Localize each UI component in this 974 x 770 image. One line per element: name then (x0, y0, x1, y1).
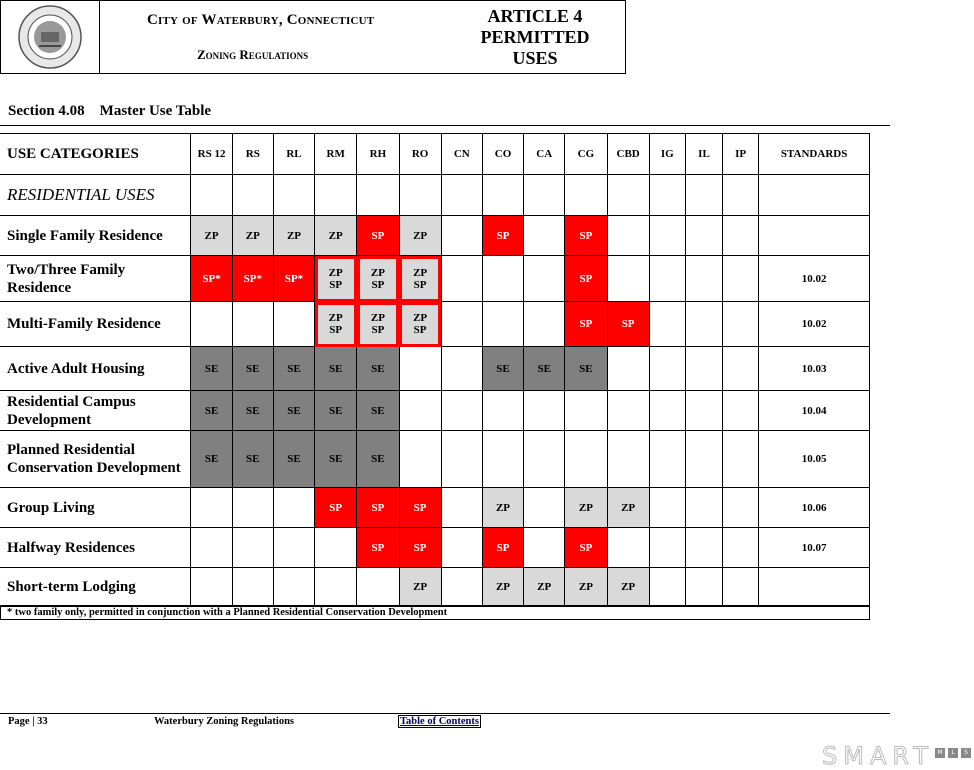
use-category: Group Living (0, 488, 191, 528)
permission-cell: ZP (524, 568, 565, 607)
footer-doc-title: Waterbury Zoning Regulations (154, 716, 295, 727)
permission-cell: SP (315, 488, 357, 528)
use-category: RESIDENTIAL USES (0, 175, 191, 216)
permission-cell (723, 216, 759, 256)
column-header: CN (441, 134, 482, 175)
use-category: Multi-Family Residence (0, 302, 191, 347)
city-seal-icon (17, 4, 83, 70)
permission-cell (232, 488, 273, 528)
permission-cell (723, 256, 759, 302)
permission-cell: SE (191, 391, 232, 431)
permission-cell (723, 175, 759, 216)
permission-cell: ZP (482, 488, 523, 528)
permission-cell (723, 568, 759, 607)
table-row (0, 256, 870, 302)
permission-cell (649, 488, 685, 528)
permission-cell: SE (315, 347, 357, 391)
standards-cell: 10.06 (759, 488, 870, 528)
page-number: Page | 33 (8, 716, 48, 727)
permission-cell (649, 175, 685, 216)
permission-cell: ZP (399, 568, 441, 607)
permission-cell: ZP (191, 216, 232, 256)
permission-cell (649, 528, 685, 568)
use-category: Two/Three Family Residence (0, 256, 191, 302)
permission-cell (399, 431, 441, 488)
permission-cell (524, 488, 565, 528)
table-row (0, 568, 870, 607)
permission-cell: ZP (315, 216, 357, 256)
permission-cell (685, 216, 722, 256)
permission-cell (685, 528, 722, 568)
standards-cell: 10.03 (759, 347, 870, 391)
permission-cell (649, 431, 685, 488)
permission-cell (723, 488, 759, 528)
permission-cell (232, 302, 273, 347)
seal-box (1, 1, 100, 73)
standards-cell (759, 216, 870, 256)
permission-cell (441, 256, 482, 302)
permission-cell: SP (357, 216, 399, 256)
standards-cell (759, 568, 870, 607)
standards-cell: 10.04 (759, 391, 870, 431)
article-line-3: USES (512, 47, 558, 68)
column-header: IL (685, 134, 722, 175)
permission-cell (649, 216, 685, 256)
use-category: Residential Campus Development (0, 391, 191, 431)
permission-cell: SP (565, 302, 607, 347)
section-divider (0, 125, 890, 126)
toc-link-text[interactable]: Table of Contents (400, 716, 479, 727)
permission-cell (723, 431, 759, 488)
permission-cell (232, 175, 273, 216)
permission-cell (357, 175, 399, 216)
permission-cell (685, 175, 722, 216)
master-use-table (0, 133, 870, 607)
standards-cell: 10.02 (759, 302, 870, 347)
permission-cell: ZP (565, 568, 607, 607)
permission-cell (482, 175, 523, 216)
permission-cell (685, 347, 722, 391)
permission-cell (524, 216, 565, 256)
table-row (0, 528, 870, 568)
permission-cell: SE (273, 431, 314, 488)
use-category: Single Family Residence (0, 216, 191, 256)
mls-letter: L (948, 748, 958, 758)
permission-cell: SP (357, 488, 399, 528)
permission-cell (191, 568, 232, 607)
footnote: * two family only, permitted in conjunction with a Planned Residential Conservation Development (0, 605, 870, 620)
column-header: RO (399, 134, 441, 175)
permission-cell (524, 431, 565, 488)
permission-cell (607, 391, 649, 431)
permission-cell: SE (191, 431, 232, 488)
column-header: USE CATEGORIES (0, 134, 191, 175)
permission-cell: SE (357, 431, 399, 488)
footer-divider (0, 713, 890, 714)
permission-cell (685, 302, 722, 347)
permission-cell (315, 528, 357, 568)
permission-cell (482, 391, 523, 431)
permission-cell (649, 391, 685, 431)
permission-cell: SE (482, 347, 523, 391)
mls-letter: M (935, 748, 945, 758)
permission-cell: ZP SP (357, 256, 399, 302)
standards-cell: 10.07 (759, 528, 870, 568)
permission-cell (565, 431, 607, 488)
standards-cell (759, 175, 870, 216)
table-row (0, 175, 870, 216)
city-title: City of Waterbury, Connecticut (147, 11, 375, 28)
article-title (445, 1, 625, 73)
use-category: Planned Residential Conservation Development (0, 431, 191, 488)
permission-cell (524, 256, 565, 302)
permission-cell (649, 302, 685, 347)
table-body (0, 175, 870, 607)
column-header: RH (357, 134, 399, 175)
permission-cell: ZP (607, 488, 649, 528)
permission-cell: ZP (607, 568, 649, 607)
permission-cell (524, 391, 565, 431)
permission-cell (607, 528, 649, 568)
permission-cell: SE (565, 347, 607, 391)
permission-cell (685, 568, 722, 607)
permission-cell: SP (357, 528, 399, 568)
permission-cell (607, 216, 649, 256)
permission-cell: SE (315, 391, 357, 431)
permission-cell: SE (232, 391, 273, 431)
column-header: RS (232, 134, 273, 175)
article-line-1: ARTICLE 4 (487, 5, 583, 26)
title-box (100, 1, 445, 73)
permission-cell: SP (482, 216, 523, 256)
permission-cell: SE (232, 431, 273, 488)
permission-cell: ZP SP (357, 302, 399, 347)
permission-cell: ZP (232, 216, 273, 256)
permission-cell: SE (524, 347, 565, 391)
permission-cell (441, 488, 482, 528)
permission-cell (399, 175, 441, 216)
permission-cell: SP (399, 528, 441, 568)
column-header: CA (524, 134, 565, 175)
permission-cell: SP (565, 256, 607, 302)
permission-cell: SP (482, 528, 523, 568)
permission-cell: ZP (482, 568, 523, 607)
permission-cell (524, 175, 565, 216)
permission-cell (649, 256, 685, 302)
standards-cell: 10.05 (759, 431, 870, 488)
permission-cell: SE (273, 391, 314, 431)
article-line-2: PERMITTED (480, 26, 590, 47)
permission-cell (607, 175, 649, 216)
permission-cell (685, 488, 722, 528)
permission-cell (441, 568, 482, 607)
permission-cell: ZP (273, 216, 314, 256)
regulations-title: Zoning Regulations (197, 46, 309, 62)
permission-cell: SE (315, 431, 357, 488)
column-header: IG (649, 134, 685, 175)
column-header: IP (723, 134, 759, 175)
table-row (0, 216, 870, 256)
permission-cell (273, 175, 314, 216)
table-row (0, 347, 870, 391)
permission-cell (482, 302, 523, 347)
permission-cell (441, 528, 482, 568)
permission-cell (273, 528, 314, 568)
permission-cell (441, 216, 482, 256)
permission-cell (441, 347, 482, 391)
permission-cell (273, 302, 314, 347)
permission-cell: ZP SP (399, 302, 441, 347)
permission-cell (315, 568, 357, 607)
permission-cell (273, 568, 314, 607)
table-row (0, 488, 870, 528)
permission-cell (482, 431, 523, 488)
column-header: CO (482, 134, 523, 175)
permission-cell (685, 391, 722, 431)
permission-cell: SP (565, 216, 607, 256)
permission-cell (441, 302, 482, 347)
table-header-row (0, 134, 870, 175)
permission-cell: SP* (232, 256, 273, 302)
permission-cell: SE (273, 347, 314, 391)
permission-cell (565, 391, 607, 431)
table-row (0, 391, 870, 431)
permission-cell (441, 431, 482, 488)
column-header: RM (315, 134, 357, 175)
permission-cell: ZP SP (315, 302, 357, 347)
column-header: RL (273, 134, 314, 175)
permission-cell (685, 431, 722, 488)
permission-cell (191, 175, 232, 216)
permission-cell: ZP (399, 216, 441, 256)
permission-cell (685, 256, 722, 302)
use-category: Short-term Lodging (0, 568, 191, 607)
permission-cell: SE (232, 347, 273, 391)
permission-cell (482, 256, 523, 302)
column-header: CBD (607, 134, 649, 175)
permission-cell: SP (399, 488, 441, 528)
permission-cell (723, 347, 759, 391)
permission-cell (191, 528, 232, 568)
permission-cell: ZP SP (399, 256, 441, 302)
use-category: Halfway Residences (0, 528, 191, 568)
permission-cell (723, 528, 759, 568)
permission-cell (315, 175, 357, 216)
permission-cell (357, 568, 399, 607)
permission-cell: SE (357, 347, 399, 391)
permission-cell (607, 347, 649, 391)
permission-cell (649, 347, 685, 391)
permission-cell (232, 568, 273, 607)
permission-cell (441, 175, 482, 216)
permission-cell (191, 488, 232, 528)
mls-letter: S (961, 748, 971, 758)
permission-cell (649, 568, 685, 607)
permission-cell (723, 391, 759, 431)
permission-cell: SP (607, 302, 649, 347)
table-row (0, 431, 870, 488)
table-row (0, 302, 870, 347)
permission-cell (565, 175, 607, 216)
permission-cell (232, 528, 273, 568)
column-header: STANDARDS (759, 134, 870, 175)
column-header: RS 12 (191, 134, 232, 175)
permission-cell (399, 347, 441, 391)
permission-cell (524, 528, 565, 568)
permission-cell (191, 302, 232, 347)
permission-cell (399, 391, 441, 431)
permission-cell: ZP SP (315, 256, 357, 302)
column-header: CG (565, 134, 607, 175)
permission-cell: SP (565, 528, 607, 568)
smart-mls-watermark: SMART (822, 742, 934, 770)
permission-cell (723, 302, 759, 347)
page-header (0, 0, 626, 74)
permission-cell (273, 488, 314, 528)
permission-cell (441, 391, 482, 431)
permission-cell: SP* (191, 256, 232, 302)
use-category: Active Adult Housing (0, 347, 191, 391)
section-title: Section 4.08 Master Use Table (8, 103, 212, 119)
permission-cell: ZP (565, 488, 607, 528)
permission-cell (607, 431, 649, 488)
permission-cell (524, 302, 565, 347)
table-of-contents-link[interactable] (398, 716, 481, 727)
permission-cell: SP* (273, 256, 314, 302)
permission-cell (607, 256, 649, 302)
standards-cell: 10.02 (759, 256, 870, 302)
permission-cell: SE (357, 391, 399, 431)
permission-cell: SE (191, 347, 232, 391)
